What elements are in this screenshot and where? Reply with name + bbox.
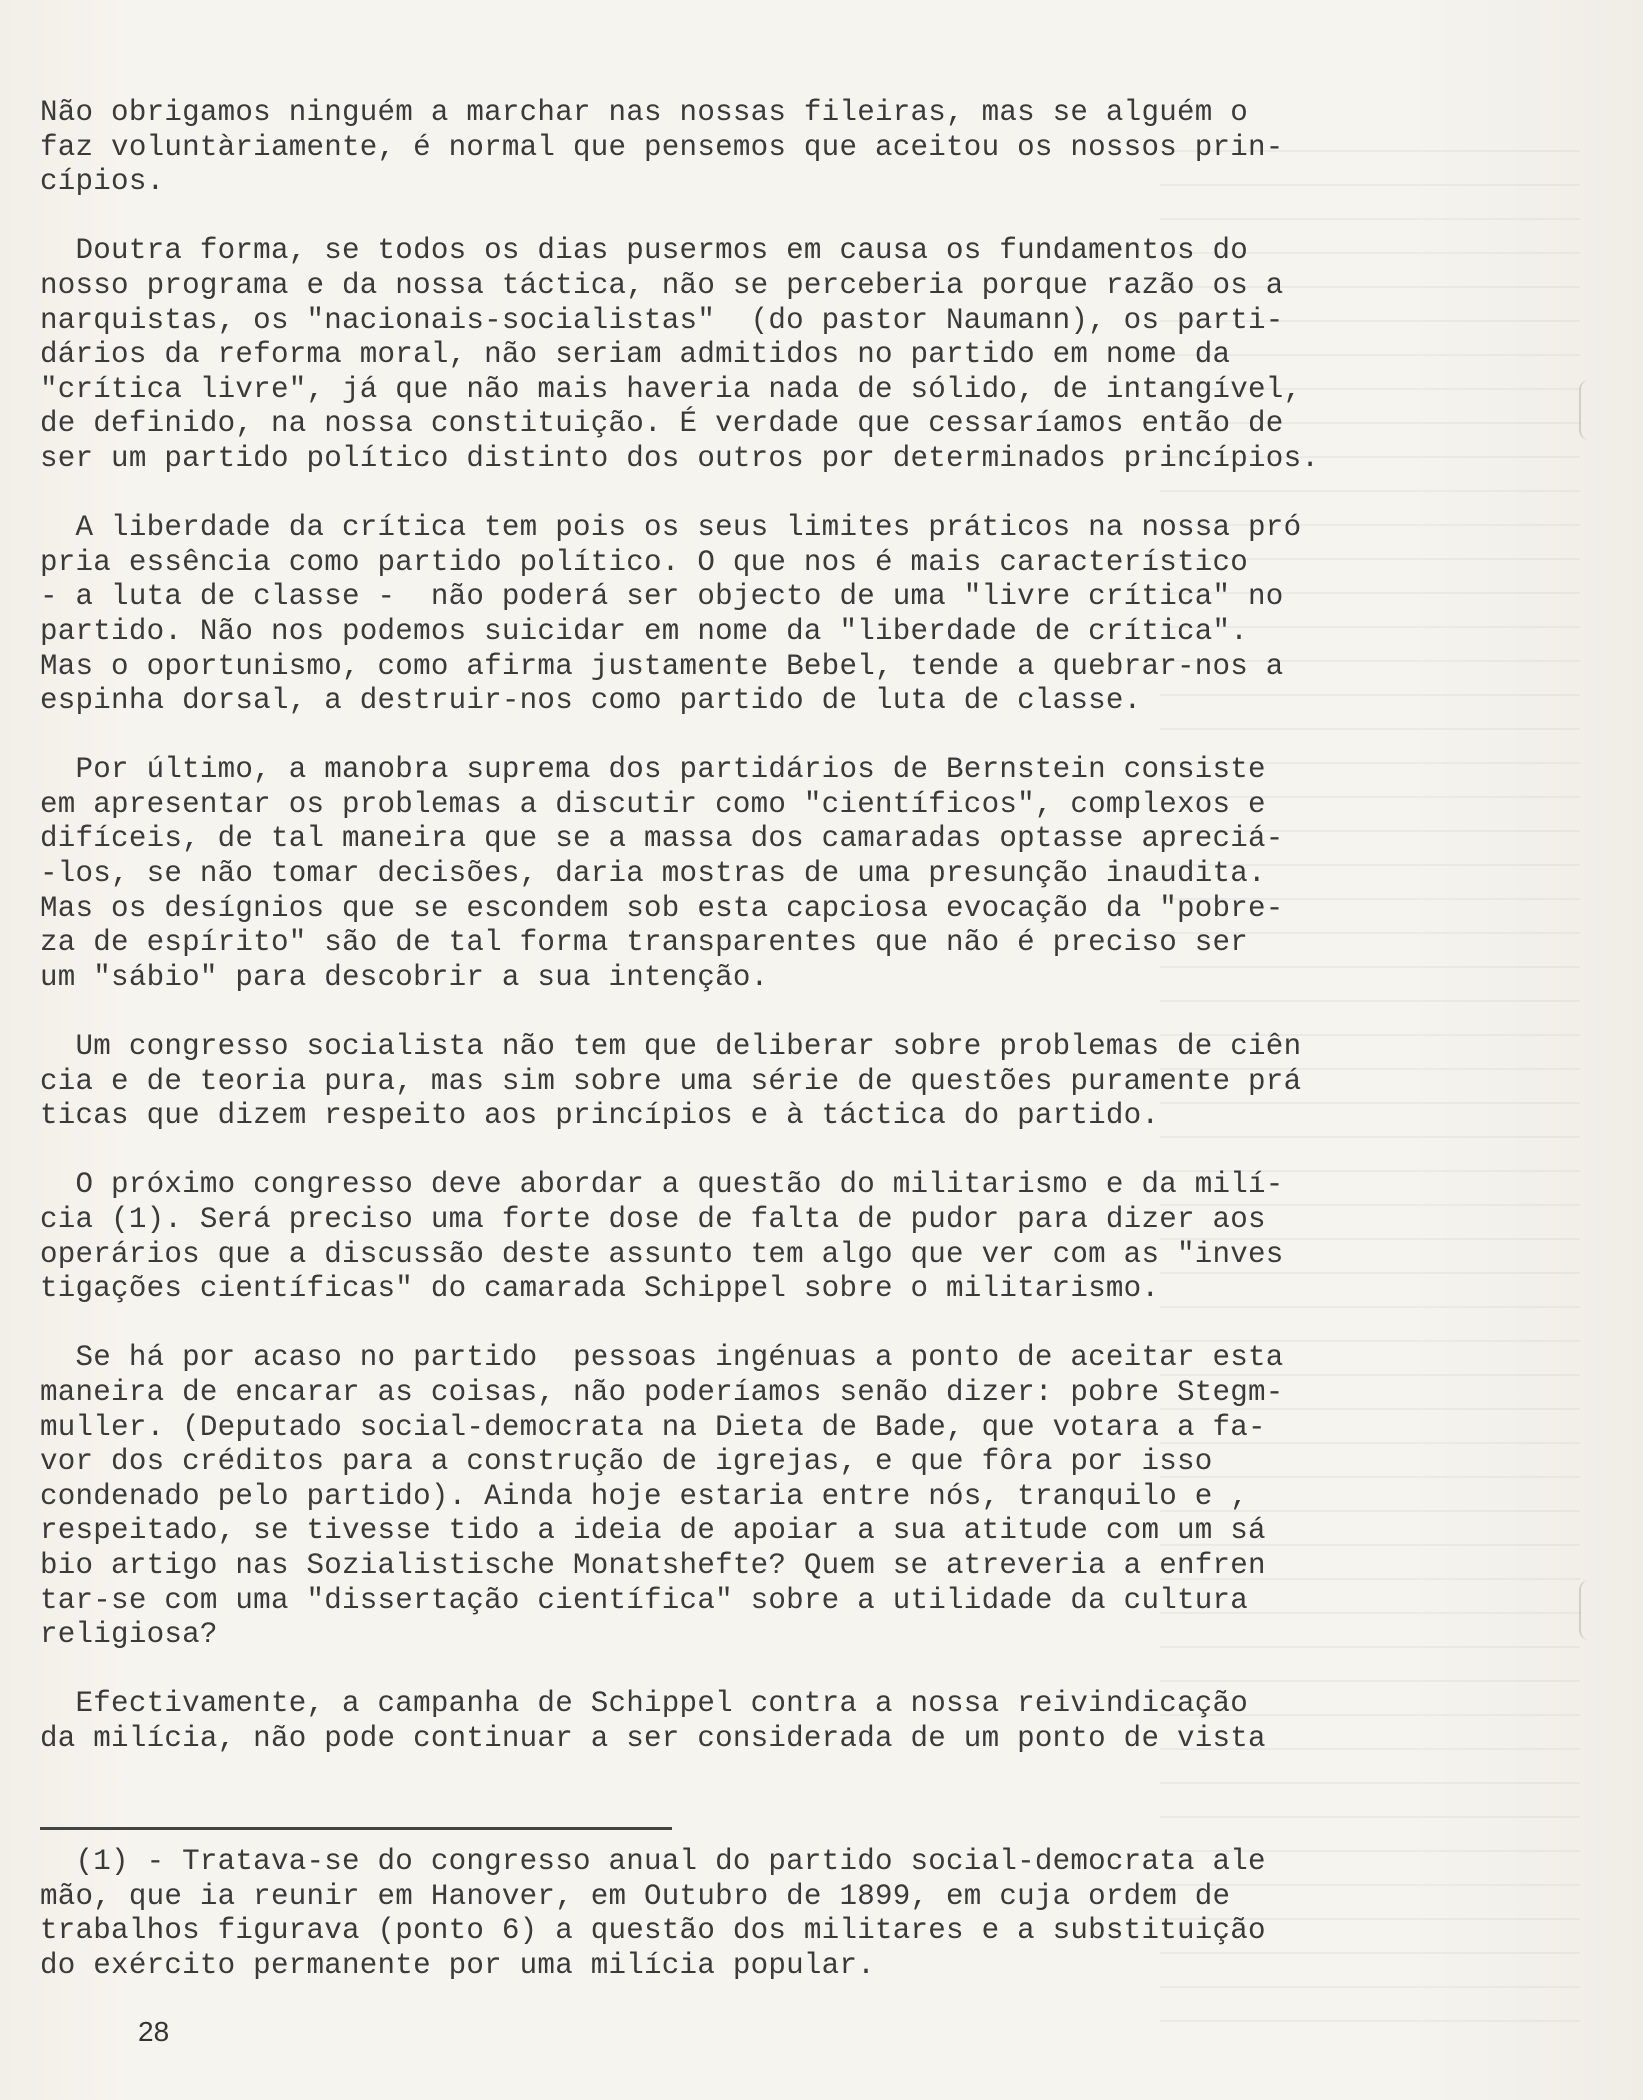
text-line: Um congresso socialista não tem que deliberar sobre problemas de ciên xyxy=(40,1030,1302,1064)
margin-mark xyxy=(1579,380,1603,440)
text-line: faz voluntàriamente, é normal que pensemos que aceitou os nossos prin- xyxy=(40,130,1284,164)
text-line: espinha dorsal, a destruir-nos como partido de luta de classe. xyxy=(40,684,1142,718)
text-line: Não obrigamos ninguém a marchar nas nossas fileiras, mas se alguém o xyxy=(40,96,1249,129)
text-line: - a luta de classe - não poderá ser objecto de uma "livre crítica" no xyxy=(40,580,1284,614)
text-line: maneira de encarar as coisas, não poderíamos senão dizer: pobre Stegm- xyxy=(40,1375,1284,1409)
text-line: narquistas, os "nacionais-socialistas" (do pastor Naumann), os parti- xyxy=(40,303,1284,337)
text-line: religiosa? xyxy=(40,1618,218,1652)
text-line: Mas os desígnios que se escondem sob esta capciosa evocação da "pobre- xyxy=(40,891,1284,925)
text-line: partido. Não nos podemos suicidar em nome da "liberdade de crítica". xyxy=(40,614,1249,648)
text-line: pria essência como partido político. O que nos é mais característico xyxy=(40,545,1249,579)
text-line: da milícia, não pode continuar a ser considerada de um ponto de vista xyxy=(40,1721,1266,1755)
footnote-line: do exército permanente por uma milícia popular. xyxy=(40,1948,875,1982)
text-line: cia (1). Será preciso uma forte dose de falta de pudor para dizer aos xyxy=(40,1203,1266,1236)
footnote-line: trabalhos figurava (ponto 6) a questão dos militares e a substituição xyxy=(40,1914,1266,1948)
text-line: Se há por acaso no partido pessoas ingénuas a ponto de aceitar esta xyxy=(40,1341,1284,1375)
text-line: tigações científicas" do camarada Schippel sobre o militarismo. xyxy=(40,1272,1160,1306)
page-number: 28 xyxy=(138,2016,170,2047)
paragraph-8 xyxy=(40,1687,1450,1756)
text-line: difíceis, de tal maneira que se a massa dos camaradas optasse apreciá- xyxy=(40,822,1284,856)
paragraph-4 xyxy=(40,753,1450,995)
text-line: ser um partido político distinto dos outros por determinados princípios. xyxy=(40,441,1320,475)
paragraph-3 xyxy=(40,511,1450,719)
text-line: cípios. xyxy=(40,165,165,199)
footnote-line: (1) - Tratava-se do congresso anual do partido social-democrata ale xyxy=(40,1845,1266,1878)
text-line: em apresentar os problemas a discutir como "científicos", complexos e xyxy=(40,787,1266,821)
body-text xyxy=(40,96,1450,1791)
text-line: vor dos créditos para a construção de igrejas, e que fôra por isso xyxy=(40,1445,1213,1479)
text-line: ticas que dizem respeito aos princípios e à táctica do partido. xyxy=(40,1099,1160,1133)
text-line: -los, se não tomar decisões, daria mostras de uma presunção inaudita. xyxy=(40,857,1266,891)
text-line: Por último, a manobra suprema dos partidários de Bernstein consiste xyxy=(40,753,1266,787)
text-line: A liberdade da crítica tem pois os seus limites práticos na nossa pró xyxy=(40,511,1302,545)
footnote xyxy=(40,1845,1450,1983)
margin-mark xyxy=(1579,1580,1603,1640)
text-line: condenado pelo partido). Ainda hoje estaria entre nós, tranquilo e , xyxy=(40,1479,1249,1513)
paragraph-6 xyxy=(40,1168,1450,1306)
text-line: Doutra forma, se todos os dias pusermos em causa os fundamentos do xyxy=(40,234,1249,268)
text-line: tar-se com uma "dissertação científica" sobre a utilidade da cultura xyxy=(40,1583,1249,1617)
text-line: de definido, na nossa constituição. É verdade que cessaríamos então de xyxy=(40,407,1284,441)
footnote-line: mão, que ia reunir em Hanover, em Outubro de 1899, em cuja ordem de xyxy=(40,1879,1231,1913)
text-line: O próximo congresso deve abordar a questão do militarismo e da milí- xyxy=(40,1168,1284,1202)
footnote-divider xyxy=(40,1827,672,1830)
text-line: dários da reforma moral, não seriam admitidos no partido em nome da xyxy=(40,338,1231,372)
text-line: bio artigo nas Sozialistische Monatshefte? Quem se atreveria a enfren xyxy=(40,1548,1266,1582)
paragraph-5 xyxy=(40,1030,1450,1134)
text-line: operários que a discussão deste assunto tem algo que ver com as "inves xyxy=(40,1237,1284,1271)
text-line: respeitado, se tivesse tido a ideia de apoiar a sua atitude com um sá xyxy=(40,1514,1266,1548)
text-line: za de espírito" são de tal forma transparentes que não é preciso ser xyxy=(40,926,1249,960)
text-line: cia e de teoria pura, mas sim sobre uma série de questões puramente prá xyxy=(40,1064,1302,1098)
text-line: um "sábio" para descobrir a sua intenção. xyxy=(40,960,769,994)
text-line: Efectivamente, a campanha de Schippel contra a nossa reivindicação xyxy=(40,1687,1249,1721)
paragraph-1 xyxy=(40,96,1450,200)
text-line: muller. (Deputado social-democrata na Dieta de Bade, que votara a fa- xyxy=(40,1410,1266,1444)
text-line: nosso programa e da nossa táctica, não se perceberia porque razão os a xyxy=(40,268,1284,302)
text-line: Mas o oportunismo, como afirma justamente Bebel, tende a quebrar-nos a xyxy=(40,649,1284,683)
paragraph-2 xyxy=(40,234,1450,476)
paragraph-7 xyxy=(40,1341,1450,1652)
text-line: "crítica livre", já que não mais haveria nada de sólido, de intangível, xyxy=(40,372,1302,406)
